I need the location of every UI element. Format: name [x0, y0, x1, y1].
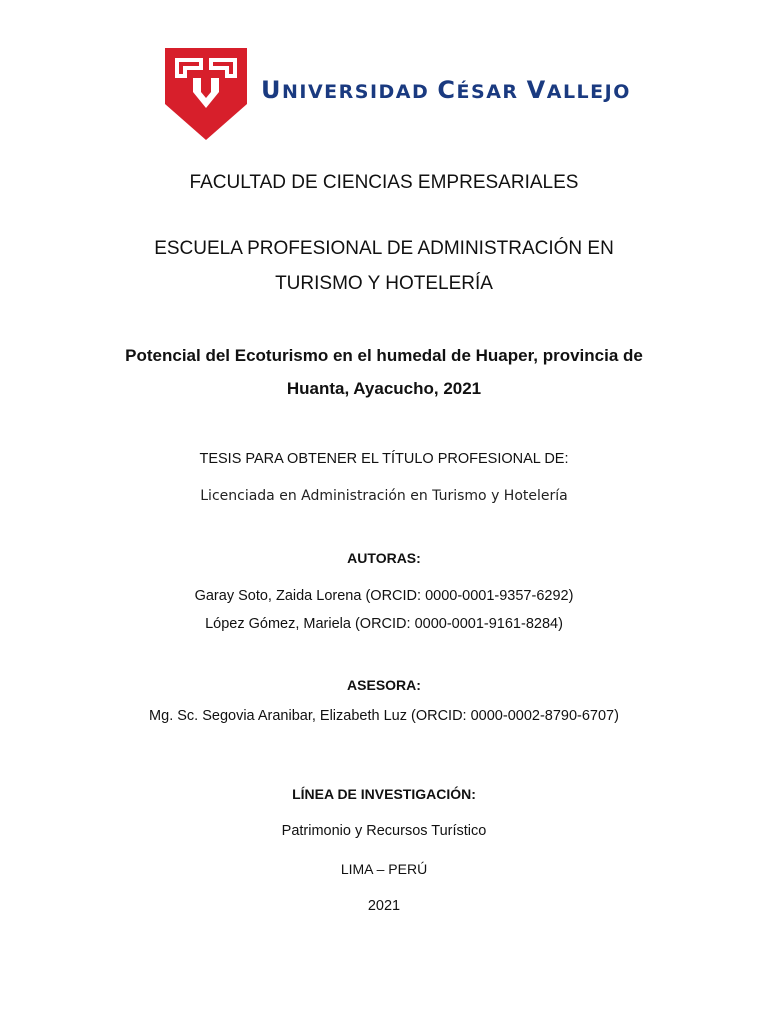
school-name-line-1: ESCUELA PROFESIONAL DE ADMINISTRACIÓN EN	[154, 238, 614, 259]
research-line-heading: LÍNEA DE INVESTIGACIÓN:	[292, 786, 476, 802]
university-name: UNIVERSIDAD CÉSAR VALLEJO	[261, 76, 631, 104]
shield-logo-icon	[165, 48, 247, 140]
faculty-name: FACULTAD DE CIENCIAS EMPRESARIALES	[189, 172, 579, 193]
degree-title: Licenciada en Administración en Turismo y Hotelería	[200, 488, 568, 504]
place: LIMA – PERÚ	[340, 861, 428, 877]
year: 2021	[367, 898, 401, 914]
author-item: Garay Soto, Zaida Lorena (ORCID: 0000-0001-9357-6292)	[194, 588, 574, 604]
advisor-heading: ASESORA:	[347, 677, 421, 693]
thesis-title-line-2: Huanta, Ayacucho, 2021	[286, 379, 482, 398]
author-item: López Gómez, Mariela (ORCID: 0000-0001-9161-8284)	[205, 616, 563, 632]
research-line-value: Patrimonio y Recursos Turístico	[281, 823, 487, 839]
degree-heading: TESIS PARA OBTENER EL TÍTULO PROFESIONAL DE:	[199, 451, 569, 467]
authors-heading: AUTORAS:	[347, 550, 421, 566]
advisor-name: Mg. Sc. Segovia Aranibar, Elizabeth Luz (ORCID: 0000-0002-8790-6707)	[149, 708, 619, 724]
university-logo	[165, 48, 635, 140]
thesis-title-line-1: Potencial del Ecoturismo en el humedal de Huaper, provincia de	[125, 346, 643, 365]
school-name-line-2: TURISMO Y HOTELERÍA	[275, 273, 493, 294]
